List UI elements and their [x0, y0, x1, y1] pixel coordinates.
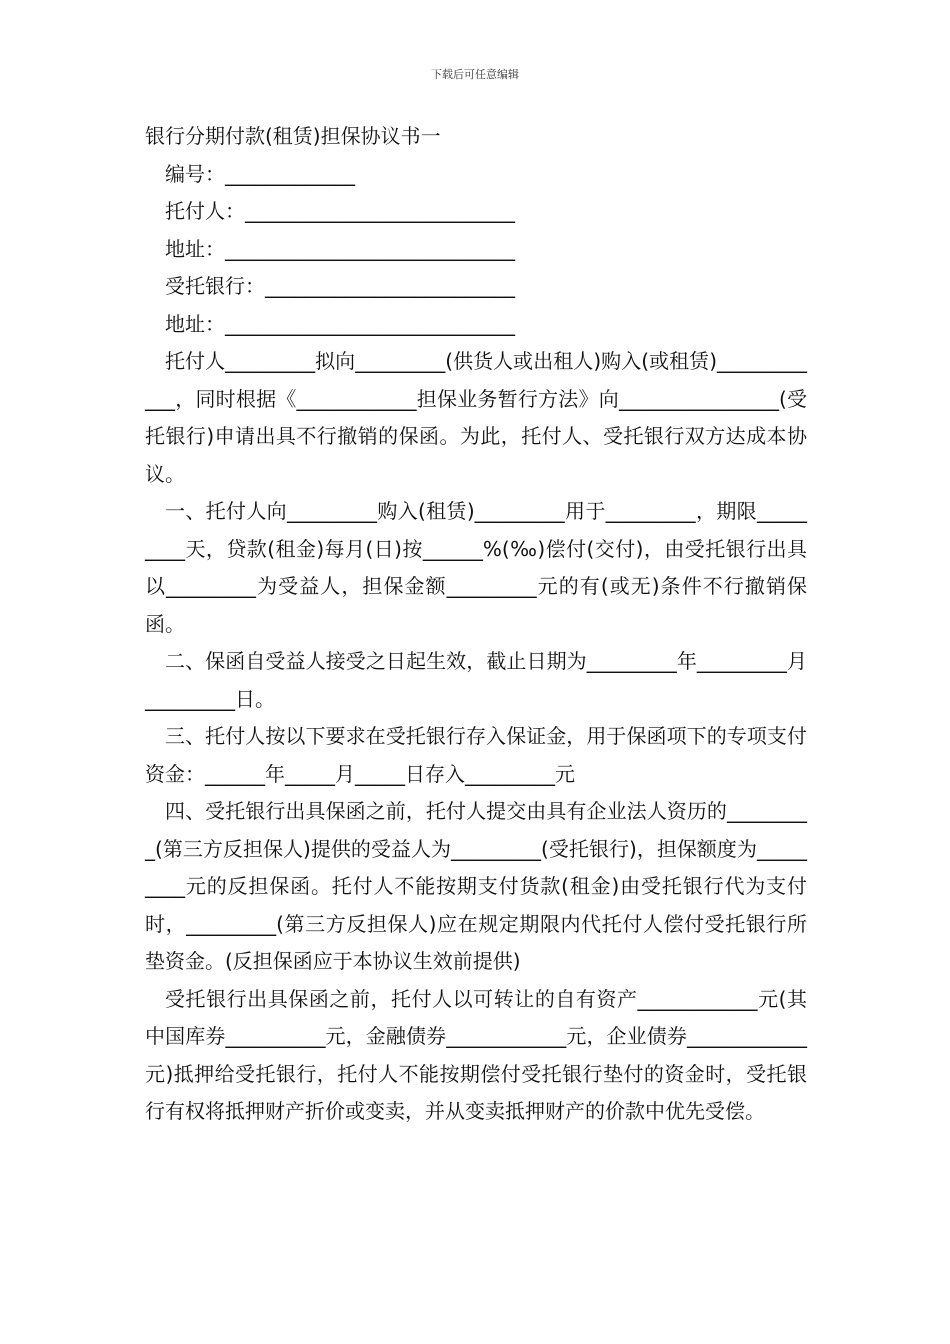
clause-3: 三、托付人按以下要求在受托银行存入保证金，用于保函项下的专项支付资金：______年_____月_____日存入_________元 [145, 724, 807, 786]
paragraph-intro: 托付人_________拟向_________(供货人或出租人)购入(或租赁)____________，同时根据《____________担保业务暂行方法》向________________(受托银行)申请出具不行撤销的保函。为此，托付人、受托银行双方达成本协议。 [145, 349, 807, 486]
clause-1: 一、托付人向_________购入(租赁)_________用于_________，期限_________天，贷款(租金)每月(日)按______%(‰)偿付(交付)，由受托银行出具以_________为受益人，担保金额_________元的有(或无)条件不行撤销保函。 [145, 499, 807, 636]
clause-4: 四、受托银行出具保函之前，托付人提交由具有企业法人资历的_________(第三方反担保人)提供的受益人为_________(受托银行)，担保额度为_________元的反担保函。托付人不能按期支付货款(租金)由受托银行代为支付时，_________(第三方反担保人)应在规定期限内代托付人偿付受托银行所垫资金。(反担保函应于本协议生效前提供) [145, 799, 807, 973]
field-principal: 托付人：___________________________ [165, 199, 515, 223]
document-body [145, 118, 807, 1131]
clause-2: 二、保函自受益人接受之日起生效，截止日期为_________年_________月_________日。 [145, 649, 807, 711]
field-number: 编号：_____________ [165, 161, 355, 186]
field-principal-address: 地址：_____________________________ [165, 236, 515, 261]
page-header: 下载后可任意编辑 [431, 68, 519, 81]
clause-collateral: 受托银行出具保函之前，托付人以可转让的自有资产____________元(其中国库券__________元，金融债券____________元，企业债券____________元)抵押给受托银行，托付人不能按期偿付受托银行垫付的资金时，受托银行有权将抵押财产折价或变卖，并从变卖抵押财产的价款中优先受偿。 [145, 986, 807, 1123]
field-bank-address: 地址：_____________________________ [165, 311, 515, 336]
field-bank: 受托银行：_________________________ [165, 274, 515, 298]
document-title: 银行分期付款(租赁)担保协议书一 [145, 124, 441, 148]
